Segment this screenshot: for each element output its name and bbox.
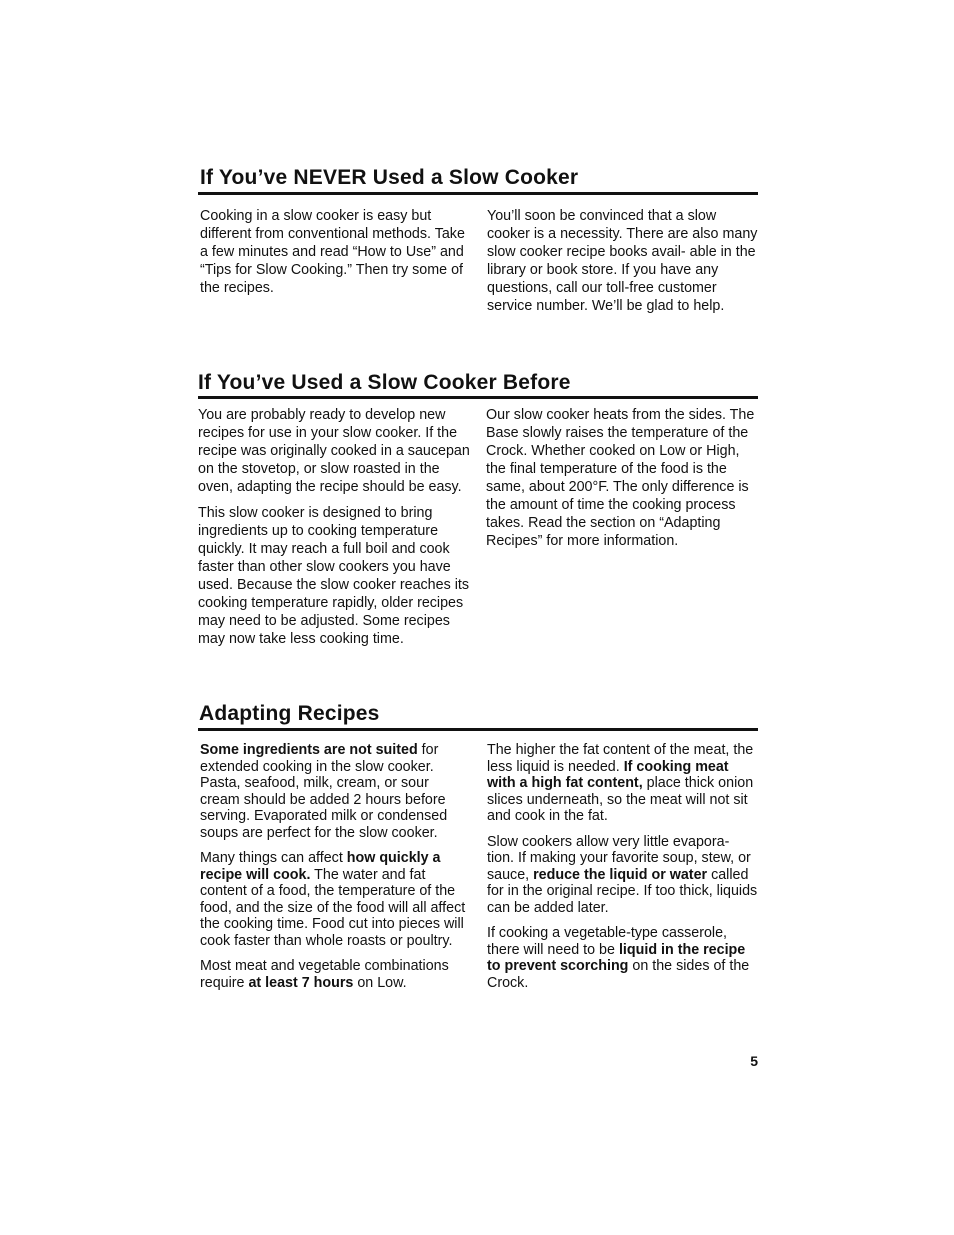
paragraph: You’ll soon be convinced that a slow cooker is a necessity. There are also many slow cooker recipe books avail- able in the library or book store. If you have any questions, call our toll-free customer service number. We’ll be glad to help. <box>487 208 758 314</box>
section-divider <box>198 192 758 195</box>
bold-phrase: liquid in the recipe to prevent scorching <box>487 941 746 974</box>
section-heading-used-before: If You’ve Used a Slow Cooker Before <box>198 371 571 394</box>
paragraph <box>487 742 759 825</box>
text: on Low. <box>353 974 407 991</box>
text: on the sides of the Crock. <box>487 958 750 991</box>
section1-left-column <box>200 207 472 305</box>
text: Most meat and vegetable combinations require <box>200 958 449 991</box>
section-divider <box>198 728 758 731</box>
text: place thick onion slices underneath, so the meat will not sit and cook in the fat. <box>487 775 754 824</box>
text: The higher the fat content of the meat, the less liquid is needed. <box>487 742 754 775</box>
paragraph <box>487 834 759 917</box>
paragraph <box>200 850 472 949</box>
text: for extended cooking in the slow cooker. Pasta, seafood, milk, cream, or sour cream should be added 2 hours before serving. Evaporated milk or condensed soups are perfect for the slow cooker. <box>200 742 448 841</box>
section2-right-column <box>486 406 758 558</box>
bold-phrase: reduce the liquid or water <box>533 866 708 883</box>
paragraph: Cooking in a slow cooker is easy but different from conventional methods. Take a few minutes and read “How to Use” and “Tips for Slow Cooking.” Then try some of the recipes. <box>200 208 465 296</box>
text: If cooking a vegetable-type casserole, there will need to be <box>487 925 728 958</box>
paragraph <box>487 925 759 991</box>
section3-right-column <box>487 742 759 1000</box>
section-heading-adapting-recipes: Adapting Recipes <box>199 702 380 725</box>
section2-left-column <box>198 406 470 656</box>
paragraph: You are probably ready to develop new recipes for use in your slow cooker. If the recipe was originally cooked in a saucepan on the stovetop, or slow roasted in the oven, adapting the recipe should be easy. <box>198 407 470 495</box>
bold-phrase: at least 7 hours <box>248 974 354 991</box>
bold-phrase: If cooking meat with a high fat content, <box>487 758 729 791</box>
bold-phrase: how quickly a recipe will cook. <box>200 850 441 883</box>
section-divider <box>198 396 758 399</box>
section1-right-column <box>487 207 759 323</box>
paragraph <box>200 742 472 841</box>
page-number: 5 <box>750 1053 758 1069</box>
bold-phrase: Some ingredients are not suited <box>200 742 418 758</box>
paragraph: Our slow cooker heats from the sides. The Base slowly raises the temperature of the Crock. Whether cooked on Low or High, the final temperature of the food is the same, about 200°F. The only difference is the amount of time the cooking process takes. Read the section on “Adapting Recipes” for more information. <box>486 407 755 549</box>
text: Slow cookers allow very little evapora- tion. If making your favorite soup, stew, or sauce, <box>487 833 751 883</box>
text: Many things can affect <box>200 850 347 866</box>
paragraph <box>200 958 472 991</box>
text: called for in the original recipe. If too thick, liquids can be added later. <box>487 866 758 916</box>
section-heading-never-used: If You’ve NEVER Used a Slow Cooker <box>200 166 579 189</box>
section3-left-column <box>200 742 472 1000</box>
text: The water and fat content of a food, the temperature of the food, and the size of the food will all affect the cooking time. Food cut into pieces will cook faster than whole roasts or poultry. <box>200 866 466 949</box>
paragraph: This slow cooker is designed to bring ingredients up to cooking temperature quickly. It may reach a full boil and cook faster than other slow cookers you have used. Because the slow cooker reaches its cooking temperature rapidly, older recipes may need to be adjusted. Some recipes may now take less cooking time. <box>198 505 469 647</box>
